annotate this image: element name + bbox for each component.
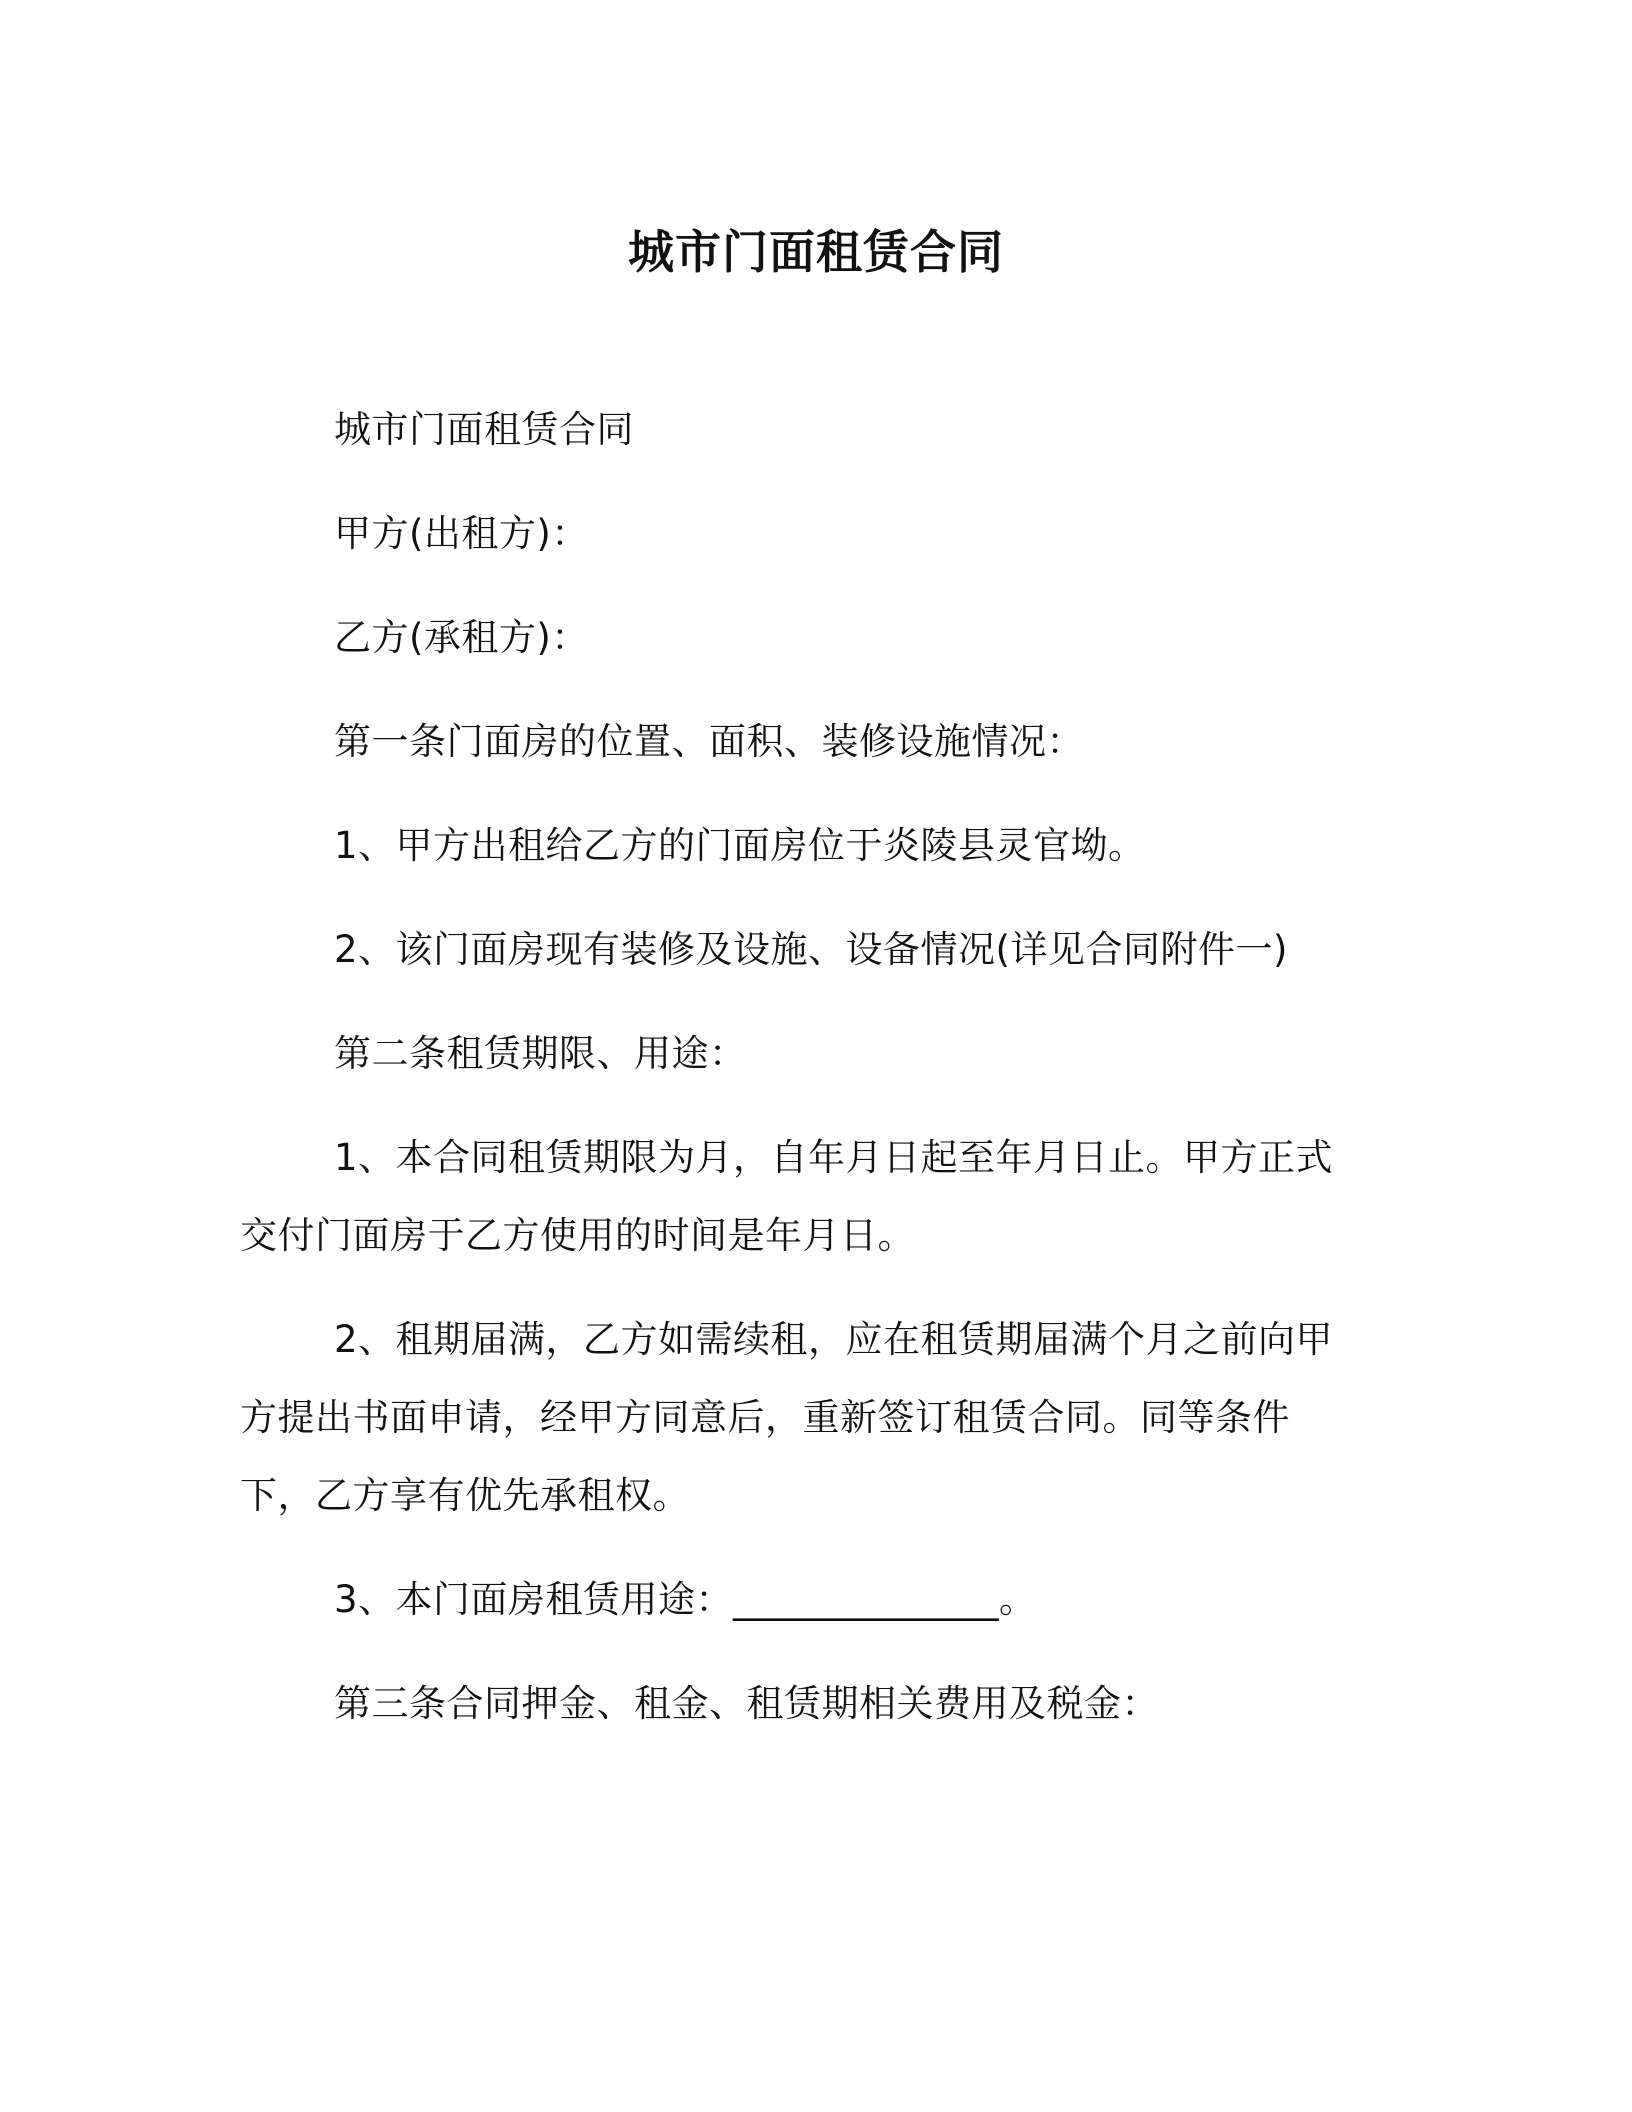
paragraph-article-2-item-3: 3、本门面房租赁用途：______________。 [334,1578,1037,1621]
document-title: 城市门面租赁合同 [628,225,1004,279]
paragraph-article-2-heading: 第二条租赁期限、用途： [334,1032,747,1075]
paragraph-article-1-item-1: 1、甲方出租给乙方的门面房位于炎陵县灵官坳。 [334,824,1146,867]
paragraph-article-3-heading: 第三条合同押金、租金、租赁期相关费用及税金： [334,1682,1159,1725]
paragraph-article-2-item-2: 2、租期届满，乙方如需续租，应在租赁期届满个月之前向甲方提出书面申请，经甲方同意后，重新签订租赁合同。同等条件下，乙方享有优先承租权。 [240,1318,1334,1517]
document-body [240,391,1364,1769]
paragraph-article-2-item-1: 1、本合同租赁期限为月，自年月日起至年月日止。甲方正式交付门面房于乙方使用的时间是年月日。 [240,1136,1334,1257]
paragraph-subtitle: 城市门面租赁合同 [334,408,634,451]
paragraph-party-a: 甲方(出租方)： [334,512,589,555]
paragraph-article-1-heading: 第一条门面房的位置、面积、装修设施情况： [334,720,1084,763]
paragraph-party-b: 乙方(承租方)： [334,616,589,659]
paragraph-article-1-item-2: 2、该门面房现有装修及设施、设备情况(详见合同附件一) [334,928,1288,971]
